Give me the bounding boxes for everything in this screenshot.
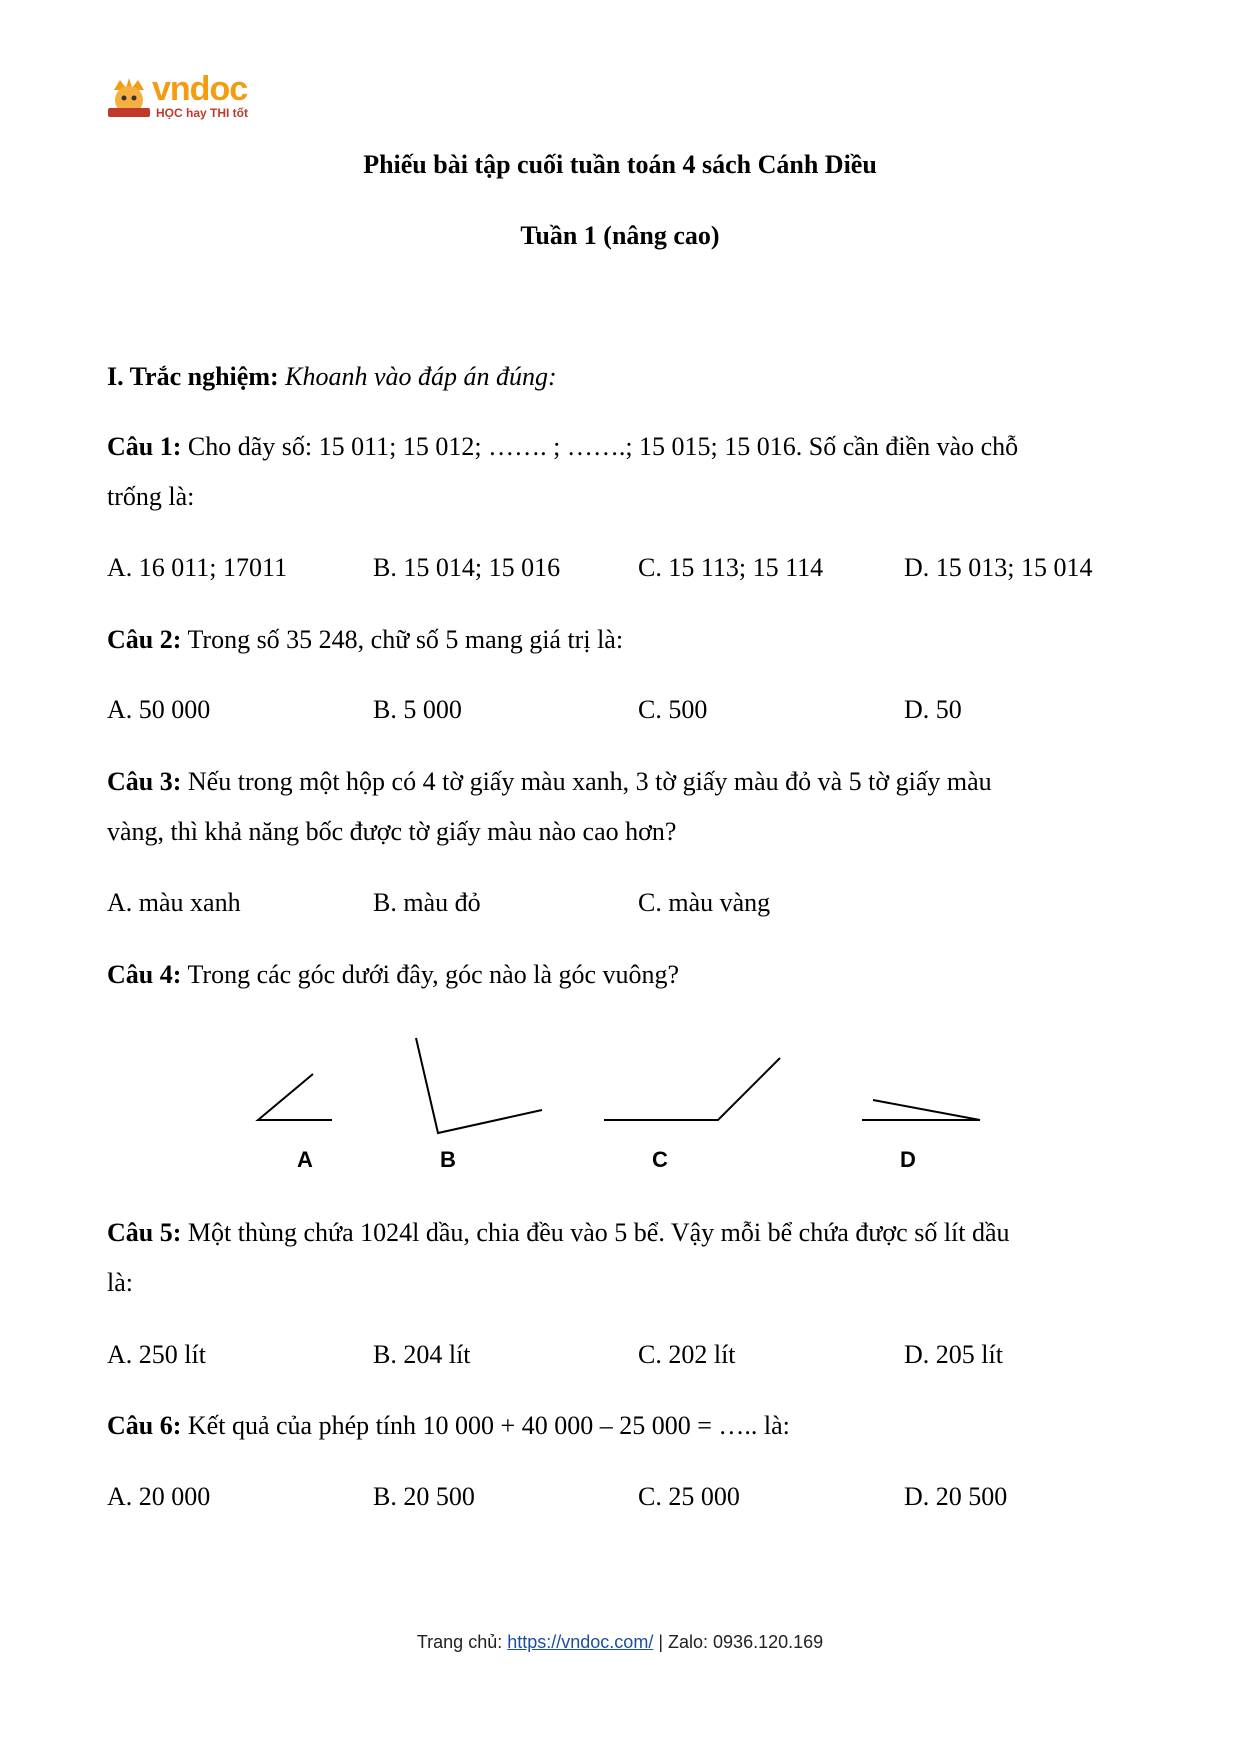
q2-option-c[interactable]: C. 500	[638, 695, 708, 724]
question-1-cont: trống là:	[107, 482, 195, 511]
q5-option-c[interactable]: C. 202 lít	[638, 1340, 736, 1369]
q5-option-a[interactable]: A. 250 lít	[107, 1340, 206, 1369]
vndoc-logo	[106, 70, 256, 126]
logo-brand: vndoc	[152, 70, 248, 108]
angle-label-b: B	[440, 1147, 456, 1172]
q2-option-b[interactable]: B. 5 000	[373, 695, 462, 724]
angle-b	[416, 1038, 542, 1133]
section-instruction: Khoanh vào đáp án đúng:	[285, 362, 557, 391]
q2-option-a[interactable]: A. 50 000	[107, 695, 211, 724]
q2-option-d[interactable]: D. 50	[904, 695, 962, 724]
angle-label-d: D	[900, 1147, 916, 1172]
logo-tagline: HỌC hay THI tốt	[156, 106, 248, 120]
question-2	[107, 625, 623, 655]
q6-option-b[interactable]: B. 20 500	[373, 1482, 475, 1511]
q5-option-d[interactable]: D. 205 lít	[904, 1340, 1003, 1369]
question-text: Một thùng chứa 1024l dầu, chia đều vào 5 bể. Vậy mỗi bể chứa được số lít dầu	[187, 1218, 1010, 1247]
q6-option-d[interactable]: D. 20 500	[904, 1482, 1008, 1511]
page-footer	[0, 1632, 1240, 1653]
question-text: Kết quả của phép tính 10 000 + 40 000 – 25 000 = ….. là:	[187, 1411, 790, 1440]
q6-option-c[interactable]: C. 25 000	[638, 1482, 740, 1511]
footer-prefix: Trang chủ:	[416, 1632, 503, 1652]
crown-mascot-icon	[106, 74, 152, 120]
question-5	[107, 1218, 1010, 1248]
angle-a	[258, 1074, 332, 1120]
angles-figure	[240, 1030, 1000, 1180]
question-label: Câu 4:	[107, 960, 182, 989]
question-4	[107, 960, 679, 990]
angle-d	[862, 1100, 980, 1120]
q3-option-c[interactable]: C. màu vàng	[638, 888, 771, 917]
q6-option-a[interactable]: A. 20 000	[107, 1482, 211, 1511]
q1-option-c[interactable]: C. 15 113; 15 114	[638, 553, 824, 582]
question-text: Trong các góc dưới đây, góc nào là góc vuông?	[187, 960, 680, 989]
q1-option-d[interactable]: D. 15 013; 15 014	[904, 553, 1093, 582]
section-heading	[107, 362, 557, 392]
question-6	[107, 1411, 790, 1441]
question-1	[107, 432, 1018, 462]
angle-c	[604, 1058, 780, 1120]
page-subtitle: Tuần 1 (nâng cao)	[520, 221, 720, 250]
question-label: Câu 6:	[107, 1411, 182, 1440]
q1-option-a[interactable]: A. 16 011; 17011	[107, 553, 288, 582]
angle-label-c: C	[652, 1147, 668, 1172]
question-text: Cho dãy số: 15 011; 15 012; ……. ; …….; 15 015; 15 016. Số cần điền vào chỗ	[187, 432, 1019, 461]
question-label: Câu 1:	[107, 432, 182, 461]
question-3	[107, 767, 992, 797]
q5-option-b[interactable]: B. 204 lít	[373, 1340, 471, 1369]
homepage-link[interactable]: https://vndoc.com/	[507, 1632, 654, 1652]
angle-label-a: A	[297, 1147, 313, 1172]
q3-option-a[interactable]: A. màu xanh	[107, 888, 241, 917]
question-text: Nếu trong một hộp có 4 tờ giấy màu xanh, 3 tờ giấy màu đỏ và 5 tờ giấy màu	[187, 767, 992, 796]
question-text: Trong số 35 248, chữ số 5 mang giá trị là:	[187, 625, 624, 654]
question-5-cont: là:	[107, 1268, 133, 1297]
question-label: Câu 2:	[107, 625, 182, 654]
q1-option-b[interactable]: B. 15 014; 15 016	[373, 553, 561, 582]
question-label: Câu 5:	[107, 1218, 182, 1247]
question-label: Câu 3:	[107, 767, 182, 796]
q3-option-b[interactable]: B. màu đỏ	[373, 888, 481, 917]
page-title: Phiếu bài tập cuối tuần toán 4 sách Cánh Diều	[363, 150, 877, 179]
section-label: I. Trắc nghiệm:	[107, 362, 279, 391]
question-3-cont: vàng, thì khả năng bốc được tờ giấy màu nào cao hơn?	[107, 817, 677, 846]
footer-contact: | Zalo: 0936.120.169	[658, 1632, 824, 1652]
